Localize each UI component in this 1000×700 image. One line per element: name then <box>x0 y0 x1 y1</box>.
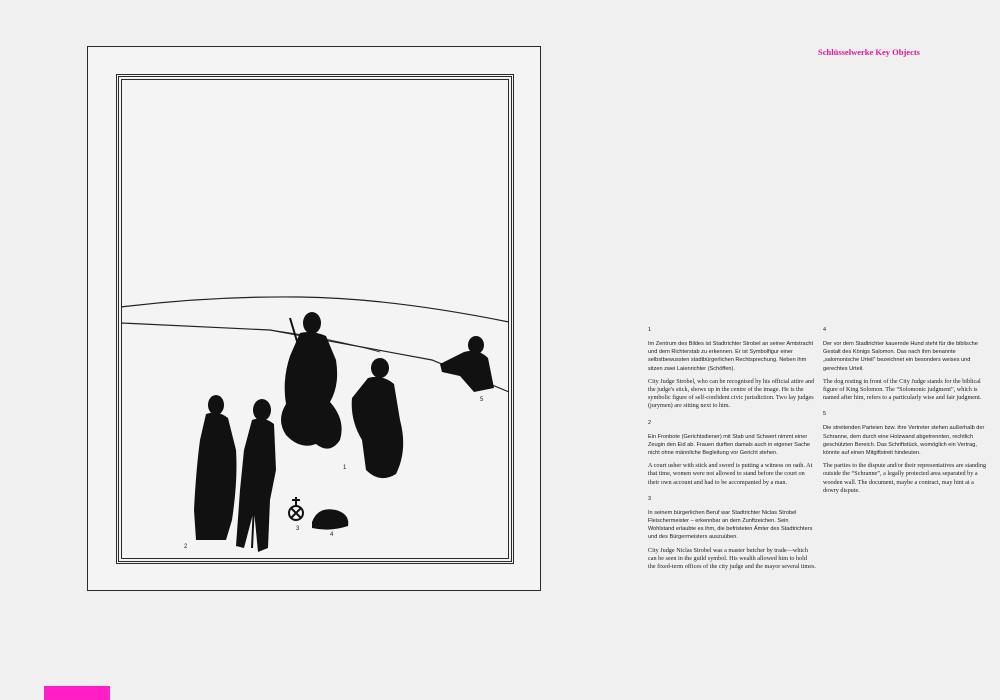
text-column-left <box>648 327 816 580</box>
entry-text-english: City Judge Strobel, who can be recognised by his official attire and the judge's stick, shows up in the centre of the image. He is the symbolic figure of self-confident civic jurisdiction. Two lay judges (jurymen) are sitting next to him. <box>648 377 815 410</box>
figure-number-1: 1 <box>343 465 347 471</box>
entry-number: 3 <box>648 495 652 502</box>
figure-number-3: 3 <box>296 526 300 532</box>
entry-text-english: City Judge Niclas Strobel was a master butcher by trade—which can be seen in the guild symbol. His wealth allowed him to hold the fixed-term offices of the city judge and the mayor several times. <box>648 546 816 571</box>
entry-number: 5 <box>823 411 827 418</box>
entry-1 <box>648 327 816 411</box>
figure-number-2: 2 <box>184 544 188 550</box>
entry-text-english: A court usher with stick and sword is putting a witness on oath. At that time, women were not allowed to stand before the court on their own account and had to be accompanied by a man. <box>648 462 813 486</box>
entry-3 <box>648 496 816 571</box>
entry-text-english: The dog resting in front of the City Judge stands for the biblical figure of King Solomon. The “Solomonic judgment”, which is named after him, refers to a particularly wise and fair judgment. <box>823 377 982 402</box>
entry-number: 4 <box>823 327 827 333</box>
entry-text-german: Ein Fronbote (Gerichtsdiener) mit Stab und Schwert nimmt einer Zeugin den Eid ab. Frauen durften damals auch in eigener Sache nicht ohne männliche Begleitung vor Gericht stehen. <box>648 433 811 457</box>
text-column-right <box>823 327 991 504</box>
entry-text-german: Die streitenden Parteien bzw. ihre Vertreter stehen außerhalb der Schranne, dem durch eine Holzwand abgetrennten, rechtlich geschützten Bereich. Das Schriftstück, womöglich ein Vertrag, könnte auf einen Mitgiftstreit hindeuten. <box>823 425 985 457</box>
entry-4 <box>823 327 991 402</box>
figure-usher <box>236 399 276 552</box>
entry-text-english: The parties to the dispute and/or their representatives are standing outside the “Schranne”, a legally protected area separated by a wooden wall. The document, maybe a contract, may hint at a dowry dispute. <box>823 462 987 494</box>
page-header: Schlüsselwerke Key Objects <box>818 47 920 57</box>
page-marker <box>44 686 110 700</box>
figure-number-5: 5 <box>480 397 484 403</box>
entry-text-german: In seinem bürgerlichen Beruf war Stadtrichter Niclas Strobel Fleischermeister – erkennbar an dem Zunftzeichen. Sein Wohlstand erlaubte es ihm, die befristeten Ämter des Stadtrichters und des Bürgermeisters auszuüben. <box>648 509 813 541</box>
figure-number-4: 4 <box>330 532 334 538</box>
figure-parties <box>440 336 494 392</box>
entry-text-german: Der vor dem Stadtrichter kauernde Hund steht für die biblische Gestalt des Königs Salomon. Das nach ihm benannte „salomonische Urteil“ bezeichnet ein besonders weises und gerechtes Urteil. <box>823 341 978 372</box>
entry-5 <box>823 411 991 495</box>
guild-symbol <box>289 497 303 520</box>
entry-number: 2 <box>648 419 652 426</box>
figure-witness <box>194 395 237 540</box>
dog <box>312 509 348 529</box>
figure-juror-right <box>352 358 403 478</box>
entry-2 <box>648 420 816 487</box>
entry-text-german: Im Zentrum des Bildes ist Stadtrichter Strobel an seiner Amtstracht und dem Richterstab zu erkennen. Er ist Symbolfigur einer selbstbewussten stadtbürgerlichen Rechtsprechung. Neben ihm sitzen zwei Laienrichter (Schöffen). <box>648 341 814 372</box>
entry-number: 1 <box>648 327 652 333</box>
